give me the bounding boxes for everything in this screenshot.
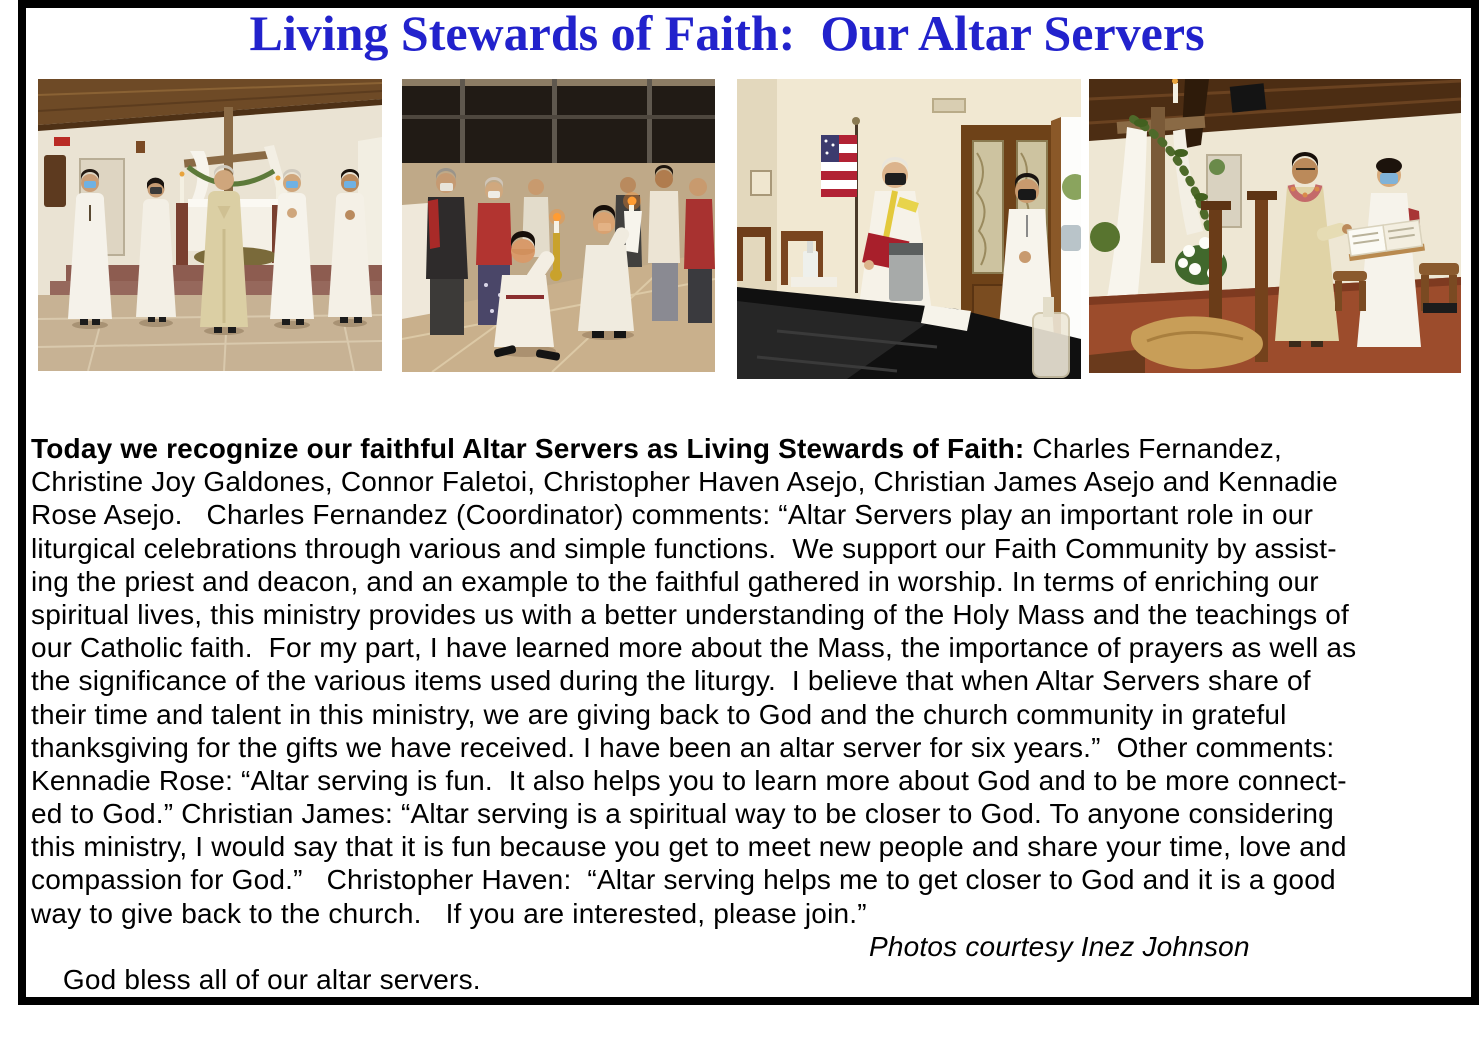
article-line: their time and talent in this ministry, we are giving back to God and the church community in grateful xyxy=(31,698,1287,730)
article-line: ed to God.” Christian James: “Altar serving is a spiritual way to be closer to God. To anyone considering xyxy=(31,798,1334,830)
article-text xyxy=(31,432,1456,996)
article-line: the significance of the various items used during the liturgy. I believe that when Altar Servers share of xyxy=(31,665,1311,697)
article-line: way to give back to the church. If you are interested, please join.” xyxy=(31,897,867,929)
article-line: this ministry, I would say that it is fun because you get to meet new people and share your time, love and xyxy=(31,831,1347,863)
photo-altar-servers-lineup-before-draped-cross xyxy=(38,79,382,371)
closing-line xyxy=(31,930,1456,996)
photo-credit: Photos courtesy Inez Johnson xyxy=(869,930,1250,962)
photo-2-illustration xyxy=(402,79,715,372)
article-line: spiritual lives, this ministry provides us with a better understanding of the Holy Mass and the teachings of xyxy=(31,598,1350,630)
article-line: ing the priest and deacon, and an example to the faithful gathered in worship. In terms of enriching our xyxy=(31,565,1319,597)
article-line: Rose Asejo. Charles Fernandez (Coordinator) comments: “Altar Servers play an important role in our xyxy=(31,499,1314,531)
article-lead-bold: Today we recognize our faithful Altar Servers as Living Stewards of Faith: xyxy=(31,433,1025,464)
article-lead-rest: Charles Fernandez, xyxy=(1024,433,1282,464)
article-line: thanksgiving for the gifts we have received. I have been an altar server for six years.” Other comments: xyxy=(31,731,1335,763)
closing-text: God bless all of our altar servers. xyxy=(62,964,481,996)
photo-1-illustration xyxy=(38,79,382,371)
article-line: compassion for God.” Christopher Haven: “Altar serving helps me to get closer to God and it is a good xyxy=(31,864,1336,896)
article-line: liturgical celebrations through various and simple functions. We support our Faith Community by assist- xyxy=(31,532,1337,564)
article-line xyxy=(31,432,1456,465)
article-line: Christine Joy Galdones, Connor Faletoi, Christopher Haven Asejo, Christian James Asejo and Kennadie xyxy=(31,466,1338,498)
photo-3-illustration xyxy=(737,79,1081,379)
photo-4-illustration xyxy=(1089,79,1461,373)
photo-altar-boys-procession-with-candles xyxy=(402,79,715,372)
photo-priest-and-server-by-door-with-us-flag xyxy=(737,79,1081,379)
photo-priest-with-lei-and-server-holding-book xyxy=(1089,79,1461,373)
article-line: Kennadie Rose: “Altar serving is fun. It also helps you to learn more about God and to be more connect- xyxy=(31,764,1347,796)
page-title: Living Stewards of Faith: Our Altar Servers xyxy=(249,5,1205,61)
article-line: our Catholic faith. For my part, I have learned more about the Mass, the importance of prayers as well as xyxy=(31,632,1357,664)
